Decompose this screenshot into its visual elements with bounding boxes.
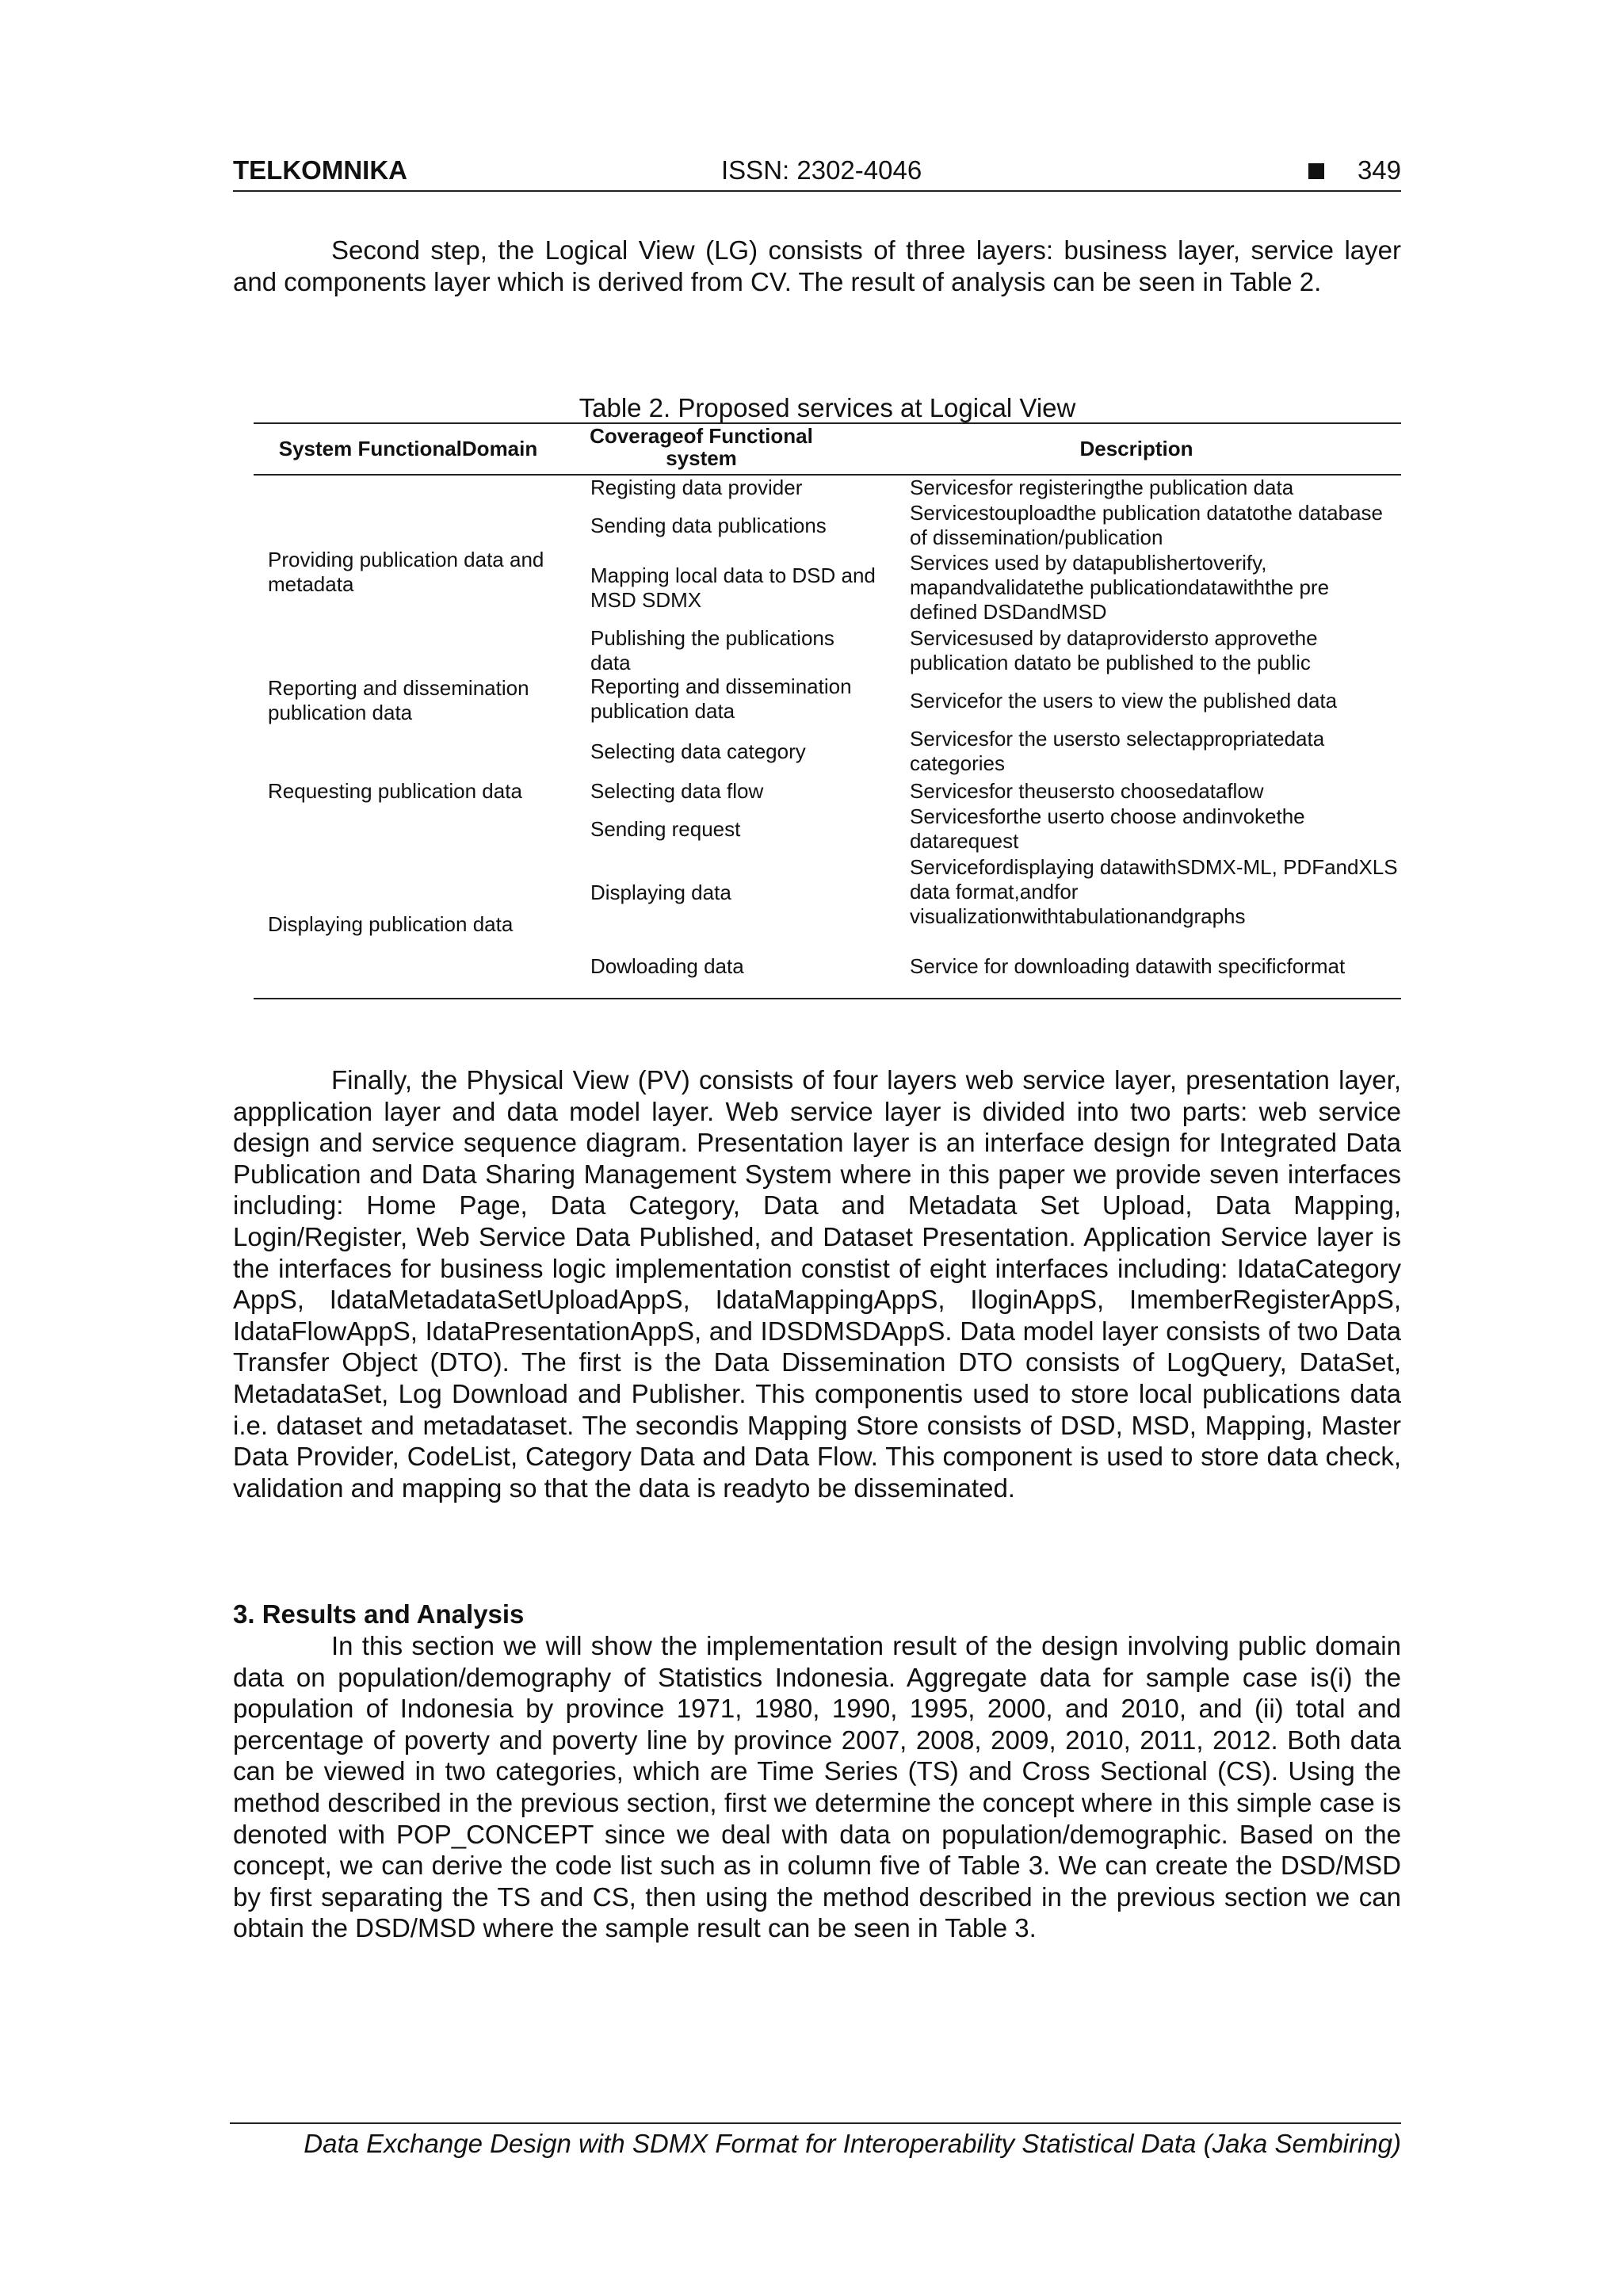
running-header bbox=[233, 155, 1401, 192]
coverage-cell: Dowloading data bbox=[590, 954, 744, 978]
description-cell: Servicefor the users to view the published data bbox=[910, 689, 1338, 712]
domain-cell: Displaying publication data bbox=[268, 912, 514, 936]
paragraph-physical-view: Finally, the Physical View (PV) consists of four layers web service layer, presentation layer, appplication layer and data model layer. Web service layer is divided into two parts: web service design and service sequence diagram. Presentation layer is an interface design for Integrated Data Publication and Data Sharing Management System where in this paper we provide seven interfaces including: Home Page, Data Category, Data and Metadata Set Upload, Data Mapping, Login/Register, Web Service Data Published, and Dataset Presentation. Application Service layer is the interfaces for business logic implementation constist of eight interfaces including: IdataCategory AppS, IdataMetadataSetUploadAppS, IdataMappingAppS, IloginAppS, ImemberRegisterAppS, IdataFlowAppS, IdataPresentationAppS, and IDSDMSDAppS. Data model layer consists of two Data Transfer Object (DTO). The first is the Data Dissemination DTO consists of LogQuery, DataSet, MetadataSet, Log Download and Publisher. This componentis used to store local publications data i.e. dataset and metadataset. The secondis Mapping Store consists of DSD, MSD, Mapping, Master Data Provider, CodeList, Category Data and Data Flow. This component is used to store data check, validation and mapping so that the data is readyto be disseminated. bbox=[233, 1065, 1401, 1503]
section-title: 3. Results and Analysis bbox=[233, 1599, 525, 1629]
coverage-cell: Sending data publications bbox=[590, 514, 827, 537]
domain-cell: Reporting and dissemination publication data bbox=[268, 676, 529, 724]
domain-cell: Providing publication data and metadata bbox=[268, 548, 544, 596]
services-table bbox=[254, 422, 1401, 999]
column-header-description: Description bbox=[1079, 437, 1193, 460]
journal-name: TELKOMNIKA bbox=[233, 155, 407, 185]
square-bullet-icon bbox=[1308, 163, 1324, 179]
description-cell: Servicesfor theusersto choosedataflow bbox=[910, 779, 1264, 803]
paragraph-logical-view: Second step, the Logical View (LG) consists of three layers: business layer, service layer and components layer which is derived from CV. The result of analysis can be seen in Table 2. bbox=[233, 235, 1401, 296]
coverage-cell: Displaying data bbox=[590, 881, 731, 904]
coverage-cell: Publishing the publications data bbox=[590, 626, 834, 674]
coverage-cell: Selecting data flow bbox=[590, 779, 764, 803]
table-caption: Table 2. Proposed services at Logical View bbox=[579, 393, 1076, 422]
description-cell: Servicesused by dataprovidersto approvethe publication datato be published to the public bbox=[910, 626, 1318, 674]
coverage-cell: Reporting and dissemination publication data bbox=[590, 674, 852, 723]
coverage-cell: Selecting data category bbox=[590, 739, 806, 763]
table-top-rule bbox=[254, 422, 1401, 424]
coverage-cell: Sending request bbox=[590, 817, 741, 841]
column-header-domain: System FunctionalDomain bbox=[278, 437, 538, 460]
table-bottom-rule bbox=[254, 998, 1401, 999]
page-number: 349 bbox=[1357, 155, 1401, 185]
domain-cell: Requesting publication data bbox=[268, 779, 522, 803]
description-cell: Servicestouploadthe publication datatothe database of dissemination/publication bbox=[910, 501, 1383, 549]
header-rule bbox=[233, 190, 1401, 192]
coverage-cell: Registing data provider bbox=[590, 476, 803, 499]
issn: ISSN: 2302-4046 bbox=[721, 155, 922, 185]
description-cell: Servicefordisplaying datawithSDMX-ML, PDFandXLS data format,andfor visualizationwithtabulationandgraphs bbox=[910, 855, 1398, 928]
description-cell: Service for downloading datawith specificformat bbox=[910, 954, 1346, 978]
description-cell: Services used by datapublishertoverify, mapandvalidatethe publicationdatawiththe pre defined DSDandMSD bbox=[910, 551, 1330, 624]
description-cell: Servicesfor the usersto selectappropriatedata categories bbox=[910, 727, 1325, 775]
coverage-cell: Mapping local data to DSD and MSD SDMX bbox=[590, 563, 876, 612]
footer-rule bbox=[230, 2122, 1401, 2124]
footer-citation: Data Exchange Design with SDMX Format for Interoperability Statistical Data (Jaka Sembiring) bbox=[304, 2129, 1401, 2158]
column-header-coverage: Coverageof Functional system bbox=[590, 424, 813, 470]
description-cell: Servicesfor registeringthe publication data bbox=[910, 476, 1294, 499]
description-cell: Servicesforthe userto choose andinvokethe datarequest bbox=[910, 804, 1305, 853]
paragraph-results: In this section we will show the implementation result of the design involving public domain data on population/demography of Statistics Indonesia. Aggregate data for sample case is(i) the population of Indonesia by province 1971, 1980, 1990, 1995, 2000, and 2010, and (ii) total and percentage of poverty and poverty line by province 2007, 2008, 2009, 2010, 2011, 2012. Both data can be viewed in two categories, which are Time Series (TS) and Cross Sectional (CS). Using the method described in the previous section, first we determine the concept where in this simple case is denoted with POP_CONCEPT since we deal with data on population/demographic. Based on the concept, we can derive the code list such as in column five of Table 3. We can create the DSD/MSD by first separating the TS and CS, then using the method described in the previous section we can obtain the DSD/MSD where the sample result can be seen in Table 3. bbox=[233, 1631, 1401, 1943]
